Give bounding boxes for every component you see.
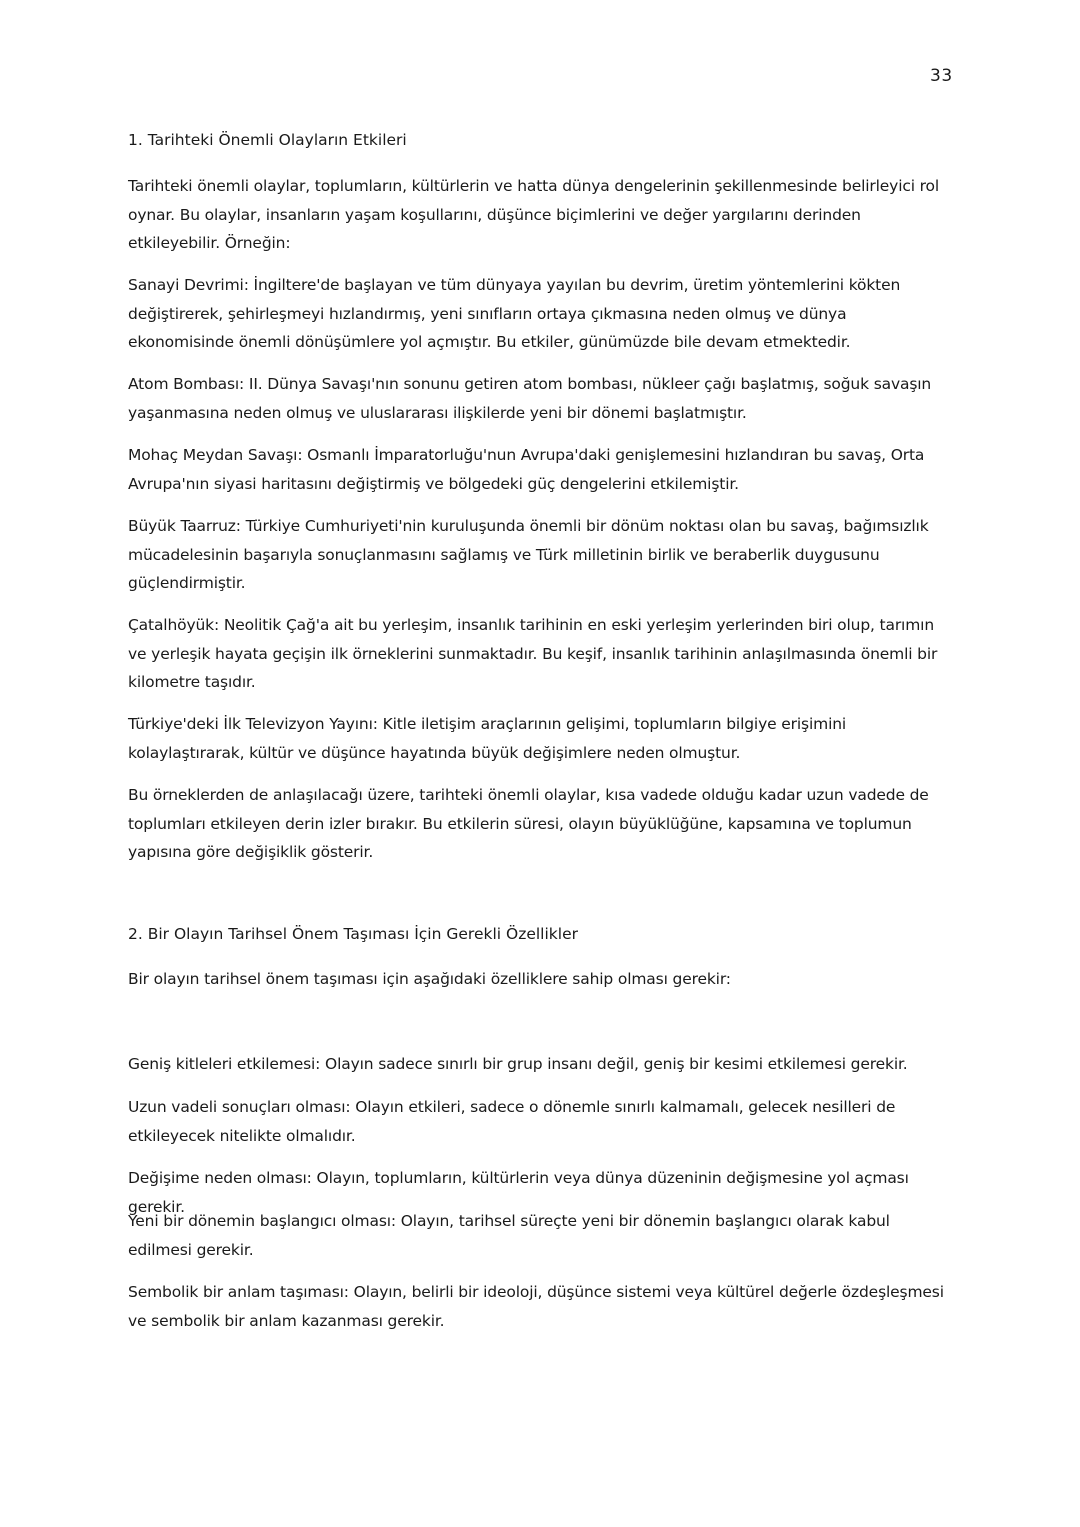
example-ilk-televizyon-yayini: Türkiye'deki İlk Televizyon Yayını: Kitle iletişim araçlarının gelişimi, toplumların bilgiye erişimini kolaylaştırarak, kültür ve düşünce hayatında büyük değişimlere neden olmuştur. bbox=[128, 715, 847, 762]
example-mohac-meydan-savasi: Mohaç Meydan Savaşı: Osmanlı İmparatorluğu'nun Avrupa'daki genişlemesini hızlandıran bu savaş, Orta Avrupa'nın siyasi haritasını değiştirmiş ve bölgedeki güç dengelerini etkilemiştir. bbox=[128, 446, 925, 493]
example-sanayi-devrimi: Sanayi Devrimi: İngiltere'de başlayan ve tüm dünyaya yayılan bu devrim, üretim yöntemlerini kökten değiştirerek, şehirleşmeyi hızlandırmış, yeni sınıfların ortaya çıkmasına neden olmuş ve dünya ekonomisinde önemli dönüşümlere yol açmıştır. Bu etkiler, günümüzde bile devam etmektedir. bbox=[128, 276, 901, 351]
section-1-intro: Tarihteki önemli olaylar, toplumların, kültürlerin ve hatta dünya dengelerinin şekillenmesinde belirleyici rol oynar. Bu olaylar, insanların yaşam koşullarını, düşünce biçimlerini ve değer yargılarını derinden etkileyebilir. Örneğin: bbox=[128, 177, 940, 252]
criterion-degisime-neden-olmasi: Değişime neden olması: Olayın, toplumların, kültürlerin veya dünya düzeninin değişmesine yol açması gerekir. bbox=[128, 1169, 909, 1216]
criterion-yeni-donem: Yeni bir dönemin başlangıcı olması: Olayın, tarihsel süreçte yeni bir dönemin başlangıcı olarak kabul edilmesi gerekir. bbox=[128, 1212, 890, 1259]
criterion-genis-kitleler: Geniş kitleleri etkilemesi: Olayın sadece sınırlı bir grup insanı değil, geniş bir kesimi etkilemesi gerekir. bbox=[128, 1055, 908, 1073]
criterion-sembolik-anlam: Sembolik bir anlam taşıması: Olayın, belirli bir ideoloji, düşünce sistemi veya kültürel değerle özdeşleşmesi ve sembolik bir anlam kazanması gerekir. bbox=[128, 1283, 944, 1330]
section-2-intro: Bir olayın tarihsel önem taşıması için aşağıdaki özelliklere sahip olması gerekir: bbox=[128, 970, 731, 988]
example-buyuk-taarruz: Büyük Taarruz: Türkiye Cumhuriyeti'nin kuruluşunda önemli bir dönüm noktası olan bu savaş, bağımsızlık mücadelesinin başarıyla sonuçlanmasını sağlamış ve Türk milletinin birlik ve beraberlik duygusunu güçlendirmiştir. bbox=[128, 517, 929, 592]
section-1-heading: 1. Tarihteki Önemli Olayların Etkileri bbox=[128, 131, 407, 149]
criterion-uzun-vadeli-sonuclar: Uzun vadeli sonuçları olması: Olayın etkileri, sadece o dönemle sınırlı kalmamalı, gelecek nesilleri de etkileyecek nitelikte olmalıdır. bbox=[128, 1098, 896, 1145]
page-number: 33 bbox=[930, 66, 953, 86]
example-catalhoyuk: Çatalhöyük: Neolitik Çağ'a ait bu yerleşim, insanlık tarihinin en eski yerleşim yerlerinden biri olup, tarımın ve yerleşik hayata geçişin ilk örneklerini sunmaktadır. Bu keşif, insanlık tarihinin anlaşılmasında önemli bir kilometre taşıdır. bbox=[128, 616, 938, 691]
section-1-conclusion: Bu örneklerden de anlaşılacağı üzere, tarihteki önemli olaylar, kısa vadede olduğu kadar uzun vadede de toplumları etkileyen derin izler bırakır. Bu etkilerin süresi, olayın büyüklüğüne, kapsamına ve toplumun yapısına göre değişiklik gösterir. bbox=[128, 786, 929, 861]
section-2-heading: 2. Bir Olayın Tarihsel Önem Taşıması İçin Gerekli Özellikler bbox=[128, 925, 578, 943]
example-atom-bombasi: Atom Bombası: II. Dünya Savaşı'nın sonunu getiren atom bombası, nükleer çağı başlatmış, soğuk savaşın yaşanmasına neden olmuş ve uluslararası ilişkilerde yeni bir dönemi başlatmıştır. bbox=[128, 375, 932, 422]
